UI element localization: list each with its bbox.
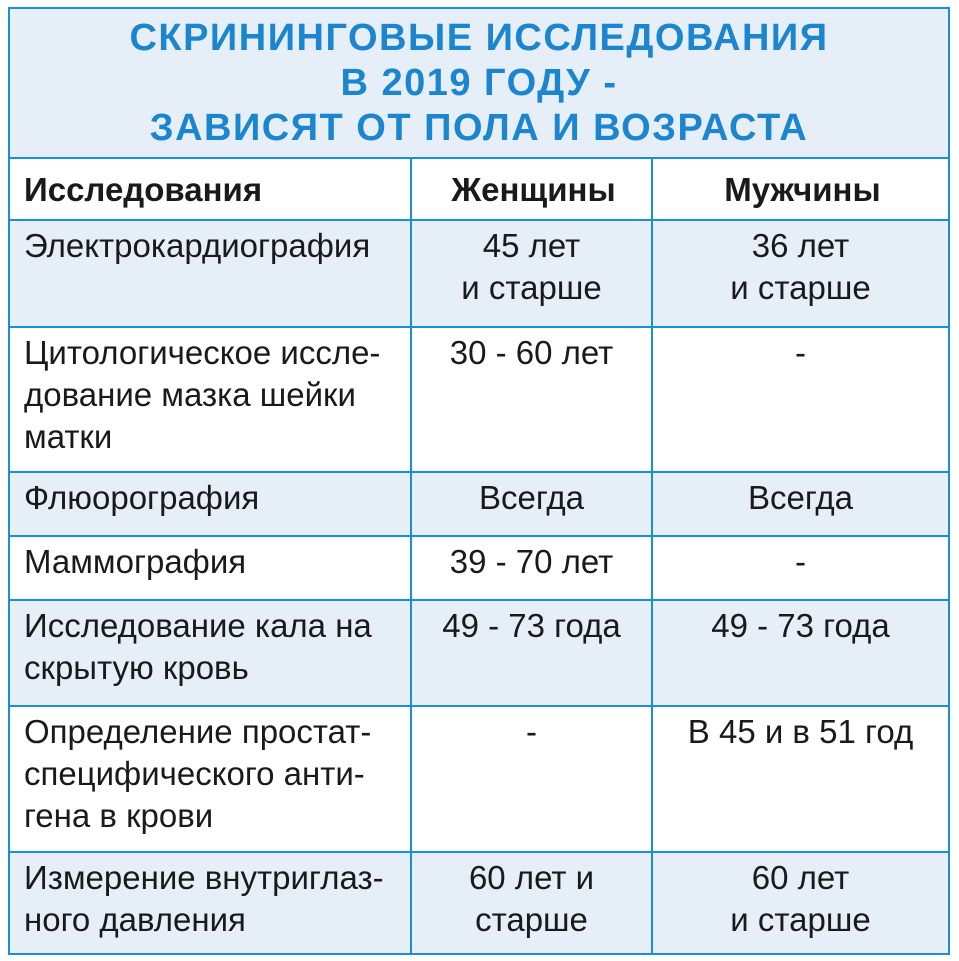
study-cell: Исследование кала на скрытую кровь — [10, 600, 411, 706]
study-cell: Электрокардиография — [10, 220, 411, 327]
men-cell: - — [652, 536, 948, 600]
table-row — [10, 220, 948, 327]
page-title — [10, 9, 948, 157]
study-cell: Определение простат- специфического анти- гена в крови — [10, 706, 411, 852]
women-cell: 30 - 60 лет — [411, 327, 652, 472]
table-header-row — [10, 158, 948, 220]
women-cell: 39 - 70 лет — [411, 536, 652, 600]
header-women: Женщины — [411, 158, 652, 220]
women-cell: - — [411, 706, 652, 852]
study-cell: Измерение внутриглаз- ного давления — [10, 852, 411, 955]
table-row — [10, 600, 948, 706]
title-line-2: В 2019 ГОДУ - — [340, 61, 618, 104]
women-cell: Всегда — [411, 472, 652, 536]
title-line-3: ЗАВИСЯТ ОТ ПОЛА И ВОЗРАСТА — [149, 106, 809, 149]
men-cell: 60 лет и старше — [652, 852, 948, 955]
study-cell: Флюорография — [10, 472, 411, 536]
women-cell: 49 - 73 года — [411, 600, 652, 706]
table-row — [10, 536, 948, 600]
women-cell: 60 лет и старше — [411, 852, 652, 955]
study-cell: Цитологическое иссле- дование мазка шейки матки — [10, 327, 411, 472]
screening-table-card — [8, 7, 950, 955]
men-cell: Всегда — [652, 472, 948, 536]
men-cell: - — [652, 327, 948, 472]
header-men: Мужчины — [652, 158, 948, 220]
screening-table — [10, 157, 948, 955]
title-line-1: СКРИНИНГОВЫЕ ИССЛЕДОВАНИЯ — [129, 16, 829, 59]
table-row — [10, 852, 948, 955]
study-cell: Маммография — [10, 536, 411, 600]
men-cell: 36 лет и старше — [652, 220, 948, 327]
men-cell: 49 - 73 года — [652, 600, 948, 706]
women-cell: 45 лет и старше — [411, 220, 652, 327]
table-row — [10, 706, 948, 852]
header-studies: Исследования — [10, 158, 411, 220]
men-cell: В 45 и в 51 год — [652, 706, 948, 852]
table-row — [10, 472, 948, 536]
table-row — [10, 327, 948, 472]
